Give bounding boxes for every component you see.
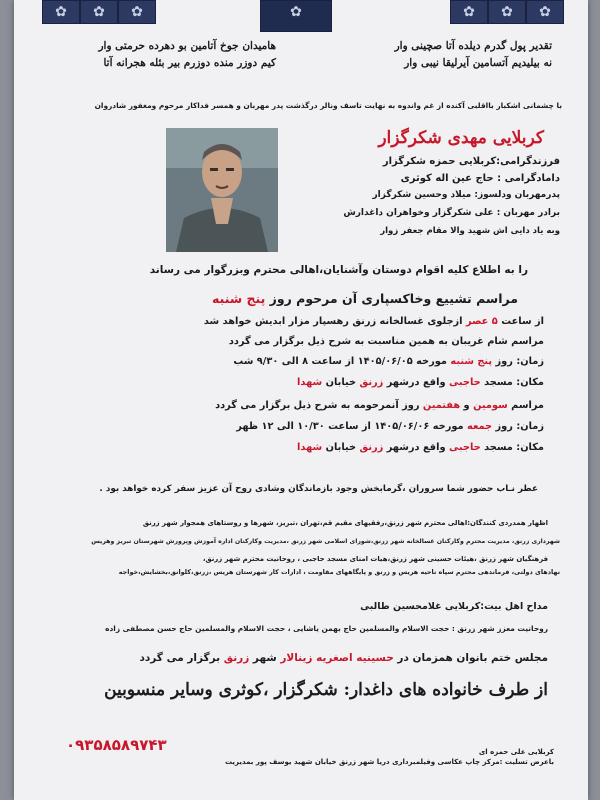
phone-number: ۰۹۳۵۸۵۸۹۷۴۳ xyxy=(66,736,167,754)
thanks-line-1: اظهار همدردی کنندگان:اهالی محترم شهر زرنق،رفقیهای مقیم قم،تهران ،تبریز، شهرها و روستاهای همجوار شهر زرنق xyxy=(142,519,548,527)
text-seg: واقع درشهر xyxy=(386,377,446,388)
obituary-sheet xyxy=(14,0,588,800)
ornament-icon xyxy=(488,0,526,24)
text-seg: روز آنمرحومه به شرح ذیل برگزار می گردد xyxy=(215,400,420,411)
clergy-line: روحانیت معزز شهر زرنق : حجت الاسلام والمسلمین حاج بهمن یاشایی ، حجت الاسلام والمسلمین حاج حسن مصطفی زاده xyxy=(105,624,548,633)
text-seg: خیابان xyxy=(325,377,357,388)
gratitude-line: عطر نـاب حضور شما سروران ،گرمابخش وجود بازماندگان وشادی روح آن عزیز سفر کرده خواهد بود . xyxy=(99,484,538,494)
footer-line: باعرض تسلیت :مرکز چاپ عکاسی وفیلمبرداری دریا شهر زرنق خیابان شهید یوسف پور بمدیریت xyxy=(225,758,554,766)
child-line: فرزندگرامی:کربلایی حمزه شکرگزار xyxy=(382,156,560,167)
text-seg: مجلس ختم بانوان همزمان در xyxy=(397,652,548,664)
day-highlight: پنج شنبه xyxy=(450,356,493,367)
thanks-line-2: شهرداری زرنق، مدیریت محترم وکارکنان غسالخانه شهر زرنق،شورای اسلامی شهر زرنق ،مدیریت وکارکنان اداره آموزش وپرورش شهرستان تبریز وهریس xyxy=(91,538,560,545)
city-highlight: زرنق xyxy=(359,442,384,453)
emblem-icon xyxy=(260,0,332,32)
eulogist-line: مداح اهل بیت:کربلایی غلامحسین طالبی xyxy=(360,601,548,612)
city-highlight: زرنق xyxy=(359,377,384,388)
address-line: کربلایی علی حمزه ای xyxy=(478,748,554,756)
deceased-photo xyxy=(166,128,278,252)
poem-right-2: نه بیلیدیم آتسامین آیرلیقا نیبی وار xyxy=(404,57,552,69)
text-seg: برگزار می گردد xyxy=(139,652,221,664)
ceremony1-line3 xyxy=(233,356,544,367)
portrait-image xyxy=(166,128,278,252)
text-seg: مکان: مسجد xyxy=(484,377,544,388)
ornament-icon xyxy=(118,0,156,24)
brother-line: برادر مهربان : علی شکرگزار وخواهران داغدارش xyxy=(343,208,560,218)
family-line: از طرف خانواده های داغدار: شکرگزار ،کوثری وسایر منسوبین xyxy=(104,680,548,700)
date-time: مورخه ۱۴۰۵/۰۶/۰۵ از ساعت ۸ الی ۹/۳۰ شب xyxy=(233,356,447,367)
deceased-name: کربلایی مهدی شکرگزار xyxy=(378,128,544,148)
day-highlight: جمعه xyxy=(467,421,493,432)
text-seg: زمان: روز xyxy=(495,356,544,367)
ornament-icon xyxy=(450,0,488,24)
ceremony1-title-text: مراسم تشییع وخاکسپاری آن مرحوم روز xyxy=(269,291,518,306)
announce-line: را به اطلاع کلیه اقوام دوستان وآشنایان،اهالی محترم وبزرگوار می رساند xyxy=(149,264,528,276)
ceremony2-line3 xyxy=(297,442,544,453)
third-day-highlight: سومین xyxy=(473,400,508,411)
ornament-icon xyxy=(80,0,118,24)
text-seg: مکان: مسجد xyxy=(484,442,544,453)
ceremony1-line2: مراسم شام غریبان به همین مناسبت به شرح ذیل برگزار می گردد xyxy=(228,336,544,347)
intro-text: با چشمانی اشکبار بااقلبی آکنده از غم واندوه به نهایت تاسف ونالر درگذشت پدر مهربان و همسر فداکار مرحوم ومغفور شادروان xyxy=(94,101,562,110)
text-seg: واقع درشهر xyxy=(386,442,446,453)
ceremony2-line1 xyxy=(215,400,544,411)
ceremony1-line4 xyxy=(297,377,544,388)
ceremony1-line1 xyxy=(204,316,544,327)
ornament-icon xyxy=(42,0,80,24)
thanks-line-3: فرهنگیان شهر زرنق ،هیئات حسینی شهر زرنق،هیات امنای مسجد حاجبی ، روحانیت محترم شهر زرنق، xyxy=(202,555,548,563)
city-highlight: زرنق xyxy=(223,652,250,664)
women-ceremony-line xyxy=(140,652,549,664)
text-seg: خیابان xyxy=(325,442,357,453)
sons-line: پدرمهربان ودلسوز: میلاد وحسین شکرگزار xyxy=(372,190,560,200)
text-seg: و xyxy=(463,400,470,411)
date-time: مورخه ۱۴۰۵/۰۶/۰۶ از ساعت ۱۰/۳۰ الی ۱۲ ظهر xyxy=(236,421,464,432)
poem-left-1: هامیدان جوخ آتامین بو دهرده حرمتی وار xyxy=(98,40,276,52)
text-seg: ازجلوی غسالخانه زرنق رهسپار مزار ابدیش خواهد شد xyxy=(203,316,463,327)
thanks-line-4: نهادهای دولتی، فرماندهی محترم سپاه ناحیه هریس و زرنق و پایگاههای مقاومت ، ادارات کار شهرستان هریس ،زرنق،کلوانق،بخشایش،خواجه xyxy=(118,568,560,576)
hall-highlight: حسینیه اصغریه زینالار xyxy=(280,652,394,664)
memory-line: وبه یاد دایی اش شهید والا مقام جعفر زوار xyxy=(380,226,560,236)
son-in-law-line: دامادگرامی : حاج عین اله کوثری xyxy=(400,173,560,184)
street-highlight: شهدا xyxy=(297,377,323,388)
street-highlight: شهدا xyxy=(297,442,323,453)
ceremony1-day: پنج شنبه xyxy=(212,291,266,306)
time-highlight: ۵ عصر xyxy=(465,316,498,327)
text-seg: شهر xyxy=(252,652,277,664)
text-seg: مراسم xyxy=(511,400,544,411)
ceremony2-line2 xyxy=(236,421,544,432)
ceremony1-title xyxy=(212,291,518,306)
text-seg: از ساعت xyxy=(501,316,544,327)
ornament-icon xyxy=(526,0,564,24)
seventh-day-highlight: هفتمین xyxy=(422,400,461,411)
mosque-highlight: حاجبی xyxy=(448,377,481,388)
mosque-highlight: حاجبی xyxy=(448,442,481,453)
poem-left-2: کیم دوزر منده دوزرم بیر بئله هجرانه آتا xyxy=(103,57,276,69)
text-seg: زمان: روز xyxy=(495,421,544,432)
poem-right-1: تقدیر پول گدرم دیلده آتا صچینی وار xyxy=(394,40,552,52)
